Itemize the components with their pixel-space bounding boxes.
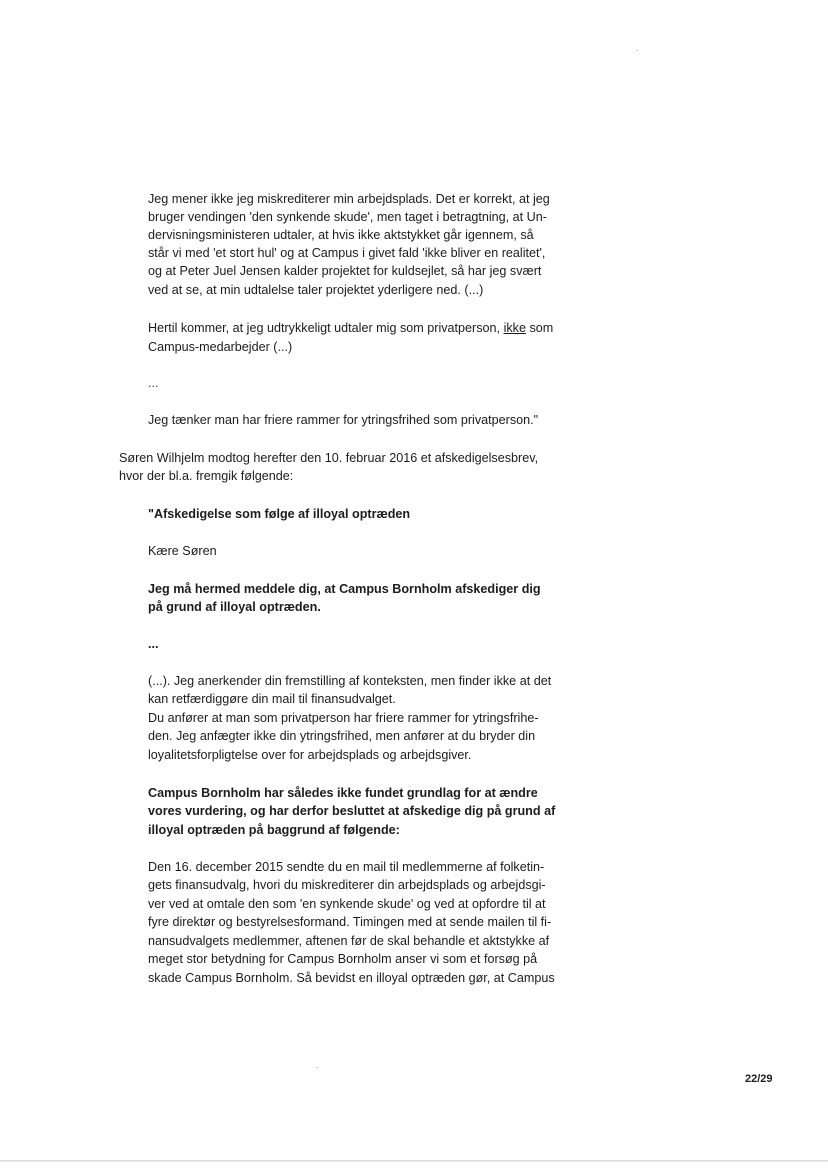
scan-edge-line	[0, 1160, 828, 1162]
text-line: Campus Bornholm har således ikke fundet grundlag for at ændre	[148, 786, 538, 800]
text-line: kan retfærdiggøre din mail til finansudvalget.	[148, 692, 396, 706]
text-line: (...). Jeg anerkender din fremstilling af konteksten, men finder ikke at det	[148, 674, 552, 688]
text-line: skade Campus Bornholm. Så bevidst en illoyal optræden gør, at Campus	[148, 971, 555, 985]
text-span: Hertil kommer, at jeg udtrykkeligt udtaler mig som privatperson,	[148, 321, 504, 335]
text-line: Den 16. december 2015 sendte du en mail til medlemmerne af folketin-	[148, 860, 545, 874]
quote-closing-line: Jeg tænker man har friere rammer for ytringsfrihed som privatperson."	[148, 413, 539, 427]
text-line: Søren Wilhjelm modtog herefter den 10. februar 2016 et afskedigelsesbrev,	[119, 451, 539, 465]
scan-speck	[316, 1067, 318, 1068]
text-line: og at Peter Juel Jensen kalder projektet for kuldsejlet, så har jeg svært	[148, 264, 542, 278]
letter-salutation: Kære Søren	[148, 544, 217, 558]
ellipsis: ...	[148, 376, 159, 390]
text-line: meget stor betydning for Campus Bornholm anser vi som et forsøg på	[148, 952, 538, 966]
text-line: ved at se, at min udtalelse taler projektet yderligere ned. (...)	[148, 283, 484, 297]
text-line: gets finansudvalg, hvori du miskrediterer din arbejdsplads og arbejdsgi-	[148, 878, 546, 892]
text-line: bruger vendingen 'den synkende skude', men taget i betragtning, at Un-	[148, 210, 547, 224]
ellipsis: ...	[148, 637, 159, 651]
text-line: den. Jeg anfægter ikke din ytringsfrihed, men anfører at du bryder din	[148, 729, 536, 743]
text-line: illoyal optræden på baggrund af følgende:	[148, 823, 400, 837]
text-line: Jeg mener ikke jeg miskrediterer min arbejdsplads. Det er korrekt, at jeg	[148, 192, 550, 206]
text-line	[148, 319, 553, 338]
text-line: Campus-medarbejder (...)	[148, 340, 293, 354]
text-line: nansudvalgets medlemmer, aftenen før de skal behandle et aktstykke af	[148, 934, 550, 948]
text-line: loyalitetsforpligtelse over for arbejdsplads og arbejdsgiver.	[148, 748, 472, 762]
text-line: hvor der bl.a. fremgik følgende:	[119, 469, 294, 483]
text-line: ver ved at omtale den som 'en synkende skude' og ved at opfordre til at	[148, 897, 546, 911]
letter-heading: "Afskedigelse som følge af illoyal optræden	[148, 507, 411, 521]
text-line: Du anfører at man som privatperson har friere rammer for ytringsfrihe-	[148, 711, 539, 725]
scan-speck	[636, 50, 638, 51]
text-span: som	[525, 321, 554, 335]
text-line: fyre direktør og bestyrelsesformand. Timingen med at sende mailen til fi-	[148, 915, 552, 929]
page-number: 22/29	[745, 1073, 773, 1085]
text-line: står vi med 'et stort hul' og at Campus i givet fald 'ikke bliver en realitet',	[148, 246, 546, 260]
text-line: Jeg må hermed meddele dig, at Campus Bornholm afskediger dig	[148, 582, 541, 596]
text-line: dervisningsministeren udtaler, at hvis ikke aktstykket går igennem, så	[148, 228, 534, 242]
underlined-word: ikke	[503, 321, 526, 335]
text-line: vores vurdering, og har derfor besluttet at afskedige dig på grund af	[148, 804, 556, 818]
text-line: på grund af illoyal optræden.	[148, 600, 321, 614]
